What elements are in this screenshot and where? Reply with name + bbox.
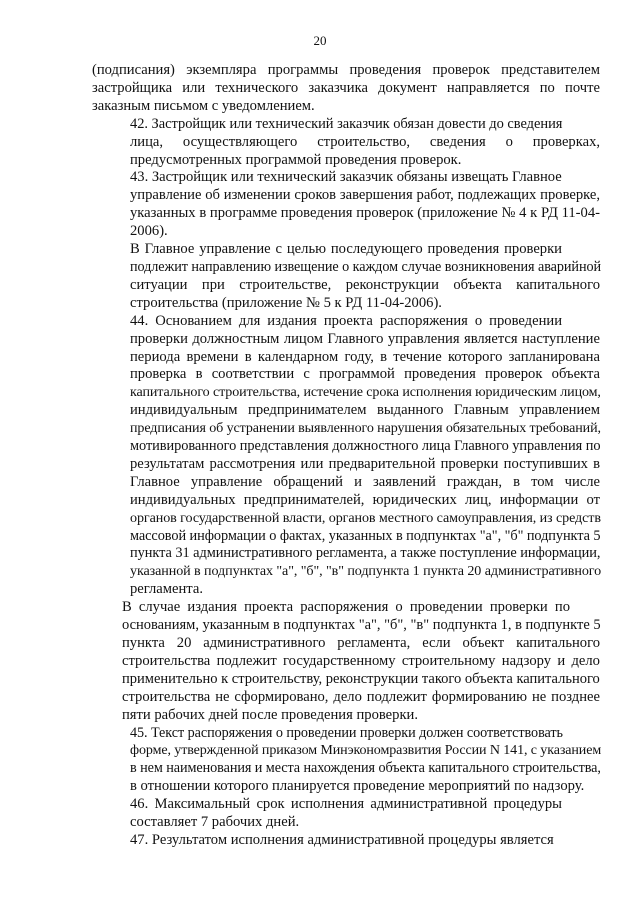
text-line: составляет 7 рабочих дней.: [130, 814, 300, 831]
text-line: пункта 31 административного регламента, а также поступление информации,: [130, 545, 601, 562]
document-body: [92, 62, 600, 850]
paragraph-p44: [92, 313, 600, 600]
text-line: применительно к строительству, реконструкции такого объекта капитального: [122, 670, 600, 687]
paragraph-cont: [92, 62, 600, 116]
text-line: массовой информации о фактах, указанных в подпунктах "а", "б" подпункта 5: [130, 527, 601, 544]
paragraph-p43b: [92, 241, 600, 313]
text-line: 43. Застройщик или технический заказчик обязаны извещать Главное: [130, 169, 562, 186]
text-line: (подписания) экземпляра программы проведения проверок представителем: [92, 62, 600, 78]
text-line: управление об изменении сроков завершения работ, подлежащих проверке,: [130, 187, 601, 204]
text-line: строительства (приложение № 5 к РД 11-04-2006).: [130, 294, 442, 311]
text-line: индивидуальных предпринимателей, юридических лиц, информации от: [130, 491, 600, 508]
text-line: предписания об устранении выявленного нарушения обязательных требований,: [130, 420, 601, 437]
text-line: результатам рассмотрения или предварительной проверки поступивших в: [130, 455, 601, 472]
text-line: органов государственной власти, органов местного самоуправления, из средств: [130, 509, 601, 526]
text-line: пяти рабочих дней после проведения проверки.: [122, 706, 419, 723]
text-line: 2006).: [130, 223, 168, 240]
text-line: в отношении которого планируется проведение мероприятий по надзору.: [130, 778, 585, 795]
text-line: мотивированного представления должностного лица Главного управления по: [130, 438, 601, 455]
text-line: регламента.: [130, 581, 203, 598]
text-line: строительства подлежит государственному строительному надзору и дело: [122, 652, 600, 669]
paragraph-p46: [92, 796, 600, 832]
paragraph-p44b: [92, 599, 600, 724]
text-line: лица, осуществляющего строительство, сведения о проверках,: [130, 133, 601, 150]
text-line: 47. Результатом исполнения административной процедуры является: [130, 831, 554, 848]
text-line: 46. Максимальный срок исполнения административной процедуры: [130, 796, 562, 813]
text-line: проверка в соответствии с программой проведения проверок объекта: [130, 366, 600, 383]
text-line: 42. Застройщик или технический заказчик обязан довести до сведения: [130, 115, 563, 132]
paragraph-p42: [92, 116, 600, 170]
text-line: строительства не сформировано, дело подлежит формированию не позднее: [122, 688, 600, 705]
text-line: указанной в подпунктах "а", "б", "в" подпункта 1 пункта 20 административного: [130, 563, 602, 580]
paragraph-p47: [92, 832, 600, 850]
paragraph-p45: [92, 725, 600, 797]
text-line: указанных в программе проведения проверок (приложение № 4 к РД 11-04-: [130, 205, 601, 222]
text-line: в нем наименования и места нахождения объекта капитального строительства,: [130, 760, 601, 777]
text-line: капитального строительства, истечение срока исполнения юридическим лицом,: [130, 384, 601, 401]
text-line: Главное управление обращений и заявлений граждан, в том числе: [130, 473, 601, 490]
text-line: 44. Основанием для издания проекта распоряжения о проведении: [130, 312, 563, 329]
text-line: форме, утвержденной приказом Минэкономразвития России N 141, с указанием: [130, 742, 602, 759]
text-line: индивидуальным предпринимателем выданного Главным управлением: [130, 402, 600, 419]
text-line: 45. Текст распоряжения о проведении проверки должен соответствовать: [130, 724, 563, 741]
text-line: заказным письмом с уведомлением.: [92, 97, 315, 114]
page-number: 20: [313, 33, 327, 48]
text-line: ситуации при строительстве, реконструкции объекта капитального: [130, 276, 601, 293]
text-line: периода времени в календарном году, в течение которого запланирована: [130, 348, 600, 365]
text-line: предусмотренных программой проведения проверок.: [130, 151, 462, 168]
text-line: основаниям, указанным в подпунктах "а", "б", "в" подпункта 1, в подпункте 5: [122, 617, 601, 634]
text-line: В случае издания проекта распоряжения о проведении проверки по: [122, 599, 570, 616]
text-line: застройщика или технического заказчика документ направляется по почте: [92, 79, 600, 96]
paragraph-p43: [92, 169, 600, 241]
text-line: пункта 20 административного регламента, если объект капитального: [122, 635, 601, 651]
text-line: проверки должностным лицом Главного управления является наступление: [130, 330, 600, 347]
text-line: подлежит направлению извещение о каждом случае возникновения аварийной: [130, 258, 602, 275]
text-line: В Главное управление с целью последующего проведения проверки: [130, 241, 562, 258]
